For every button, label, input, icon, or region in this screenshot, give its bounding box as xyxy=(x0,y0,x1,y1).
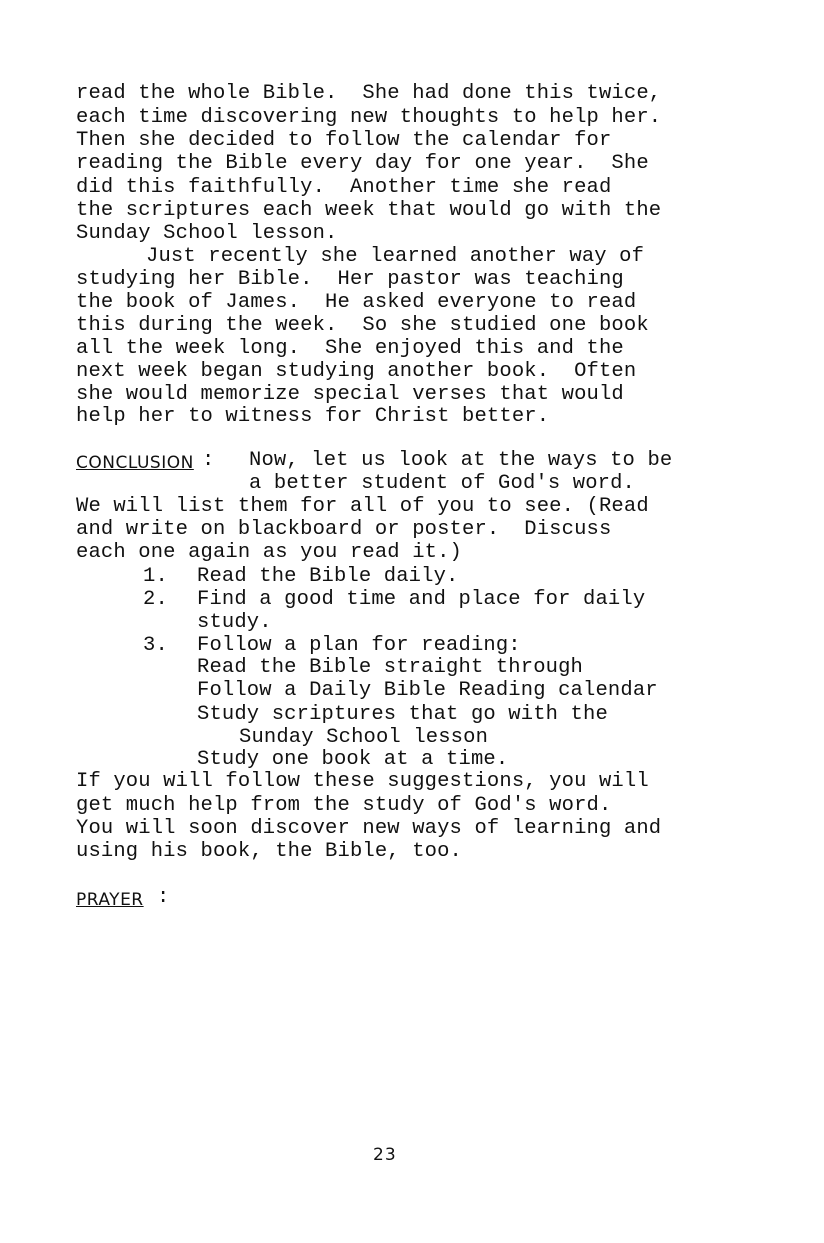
text-line: Sunday School lesson. xyxy=(76,222,338,245)
text-line: using his book, the Bible, too. xyxy=(76,840,463,863)
plan-item: Read the Bible straight through xyxy=(197,656,584,679)
text-line: and write on blackboard or poster. Discuss xyxy=(76,518,612,541)
plan-item: Sunday School lesson xyxy=(239,726,489,749)
text-line: studying her Bible. Her pastor was teaching xyxy=(76,268,624,291)
plan-item: Study one book at a time. xyxy=(197,748,509,771)
text-line: If you will follow these suggestions, you will xyxy=(76,770,649,793)
text-line: the book of James. He asked everyone to read xyxy=(76,291,637,314)
list-number: 2. xyxy=(143,588,168,611)
text-line: the scriptures each week that would go with the xyxy=(76,199,662,222)
text-line: read the whole Bible. She had done this twice, xyxy=(76,82,662,105)
text-line: each time discovering new thoughts to help her. xyxy=(76,106,662,129)
text-line: Now, let us look at the ways to be xyxy=(249,449,673,472)
list-number: 1. xyxy=(143,565,168,588)
conclusion-colon: : xyxy=(202,449,215,472)
list-number: 3. xyxy=(143,634,168,657)
prayer-heading: PRAYER xyxy=(76,890,144,910)
plan-item: Study scriptures that go with the xyxy=(197,703,608,726)
text-line: this during the week. So she studied one book xyxy=(76,314,649,337)
page-number: 23 xyxy=(373,1145,397,1165)
text-line: You will soon discover new ways of learning and xyxy=(76,817,662,840)
list-item: Follow a plan for reading: xyxy=(197,634,521,657)
list-item: study. xyxy=(197,611,272,634)
text-line: she would memorize special verses that would xyxy=(76,383,624,406)
conclusion-heading: CONCLUSION xyxy=(76,453,194,473)
list-item: Find a good time and place for daily xyxy=(197,588,646,611)
text-line: next week began studying another book. Often xyxy=(76,360,637,383)
text-line: get much help from the study of God's word. xyxy=(76,794,612,817)
text-line: reading the Bible every day for one year. She xyxy=(76,152,649,175)
text-line: Then she decided to follow the calendar for xyxy=(76,129,612,152)
text-line: We will list them for all of you to see. (Read xyxy=(76,495,649,518)
text-line: each one again as you read it.) xyxy=(76,541,463,564)
text-line: Just recently she learned another way of xyxy=(146,245,645,268)
list-item: Read the Bible daily. xyxy=(197,565,459,588)
prayer-colon: : xyxy=(157,886,170,909)
text-line: did this faithfully. Another time she read xyxy=(76,176,612,199)
text-line: all the week long. She enjoyed this and the xyxy=(76,337,624,360)
plan-item: Follow a Daily Bible Reading calendar xyxy=(197,679,658,702)
text-line: a better student of God's word. xyxy=(249,472,636,495)
text-line: help her to witness for Christ better. xyxy=(76,405,550,428)
